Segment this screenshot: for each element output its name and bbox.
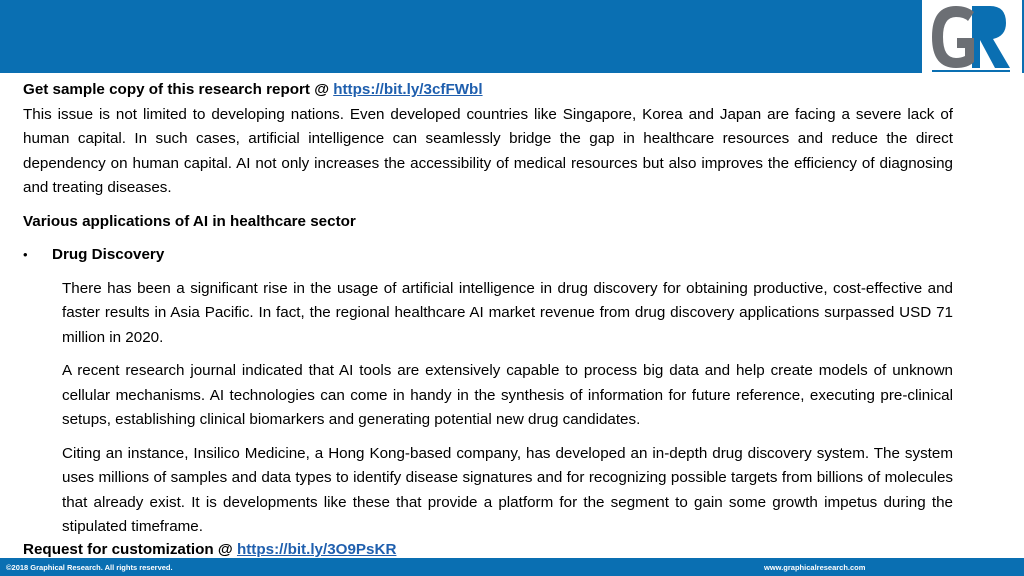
graphical-research-logo bbox=[922, 0, 1022, 76]
header-bar bbox=[0, 0, 1024, 73]
drug-paragraph-1: There has been a significant rise in the usage of artificial intelligence in drug discovery for obtaining productive, cost-effective and faster results in Asia Pacific. In fact, the regional healthcare AI market revenue from drug discovery applications surpassed USD 71 million in 2020. bbox=[62, 279, 953, 346]
sample-label: Get sample copy of this research report @ bbox=[23, 81, 334, 98]
section-heading: Various applications of AI in healthcare sector bbox=[23, 212, 356, 230]
logo-icon bbox=[922, 0, 1022, 76]
logo-g-shape bbox=[932, 6, 974, 68]
bullet-item bbox=[23, 243, 953, 268]
sample-link[interactable]: https://bit.ly/3cfFWbl bbox=[333, 81, 483, 98]
bullet-label: Drug Discovery bbox=[52, 246, 165, 263]
request-link[interactable]: https://bit.ly/3O9PsKR bbox=[236, 541, 397, 558]
request-line bbox=[23, 541, 396, 559]
footer-copyright: ©2018 Graphical Research. All rights reserved. bbox=[6, 563, 173, 572]
drug-paragraph-3: Citing an instance, Insilico Medicine, a Hong Kong-based company, has developed an in-depth drug discovery system. The system uses millions of samples and data types to identify disease signatures and for recognizing possible targets from billions of molecules that already exist. It is developments like these that provide a platform for the segment to gain some growth impetus during the stipulated timeframe. bbox=[62, 444, 953, 535]
logo-underline bbox=[932, 70, 1010, 72]
request-label: Request for customization @ bbox=[23, 541, 237, 558]
drug-paragraph-2: A recent research journal indicated that AI tools are extensively capable to process big data and help create models of unknown cellular mechanisms. AI technologies can come in handy in the synthesis of information for future reference, executing pre-clinical setups, establishing clinical biomarkers and generating potential new drug candidates. bbox=[62, 362, 953, 428]
footer-bar bbox=[0, 558, 1024, 576]
report-content bbox=[23, 78, 953, 540]
bullet-icon: • bbox=[23, 247, 28, 262]
sample-line bbox=[23, 78, 953, 103]
intro-paragraph: This issue is not limited to developing nations. Even developed countries like Singapore, Korea and Japan are facing a severe lack of human capital. In such cases, artificial intelligence can seamlessly bridge the gap in healthcare resources and reduce the direct dependency on human capital. AI not only increases the accessibility of medical resources but also improves the efficiency of diagnosing and treating diseases. bbox=[23, 105, 953, 196]
logo-r-shape bbox=[972, 6, 1010, 68]
footer-website[interactable]: www.graphicalresearch.com bbox=[764, 563, 866, 572]
